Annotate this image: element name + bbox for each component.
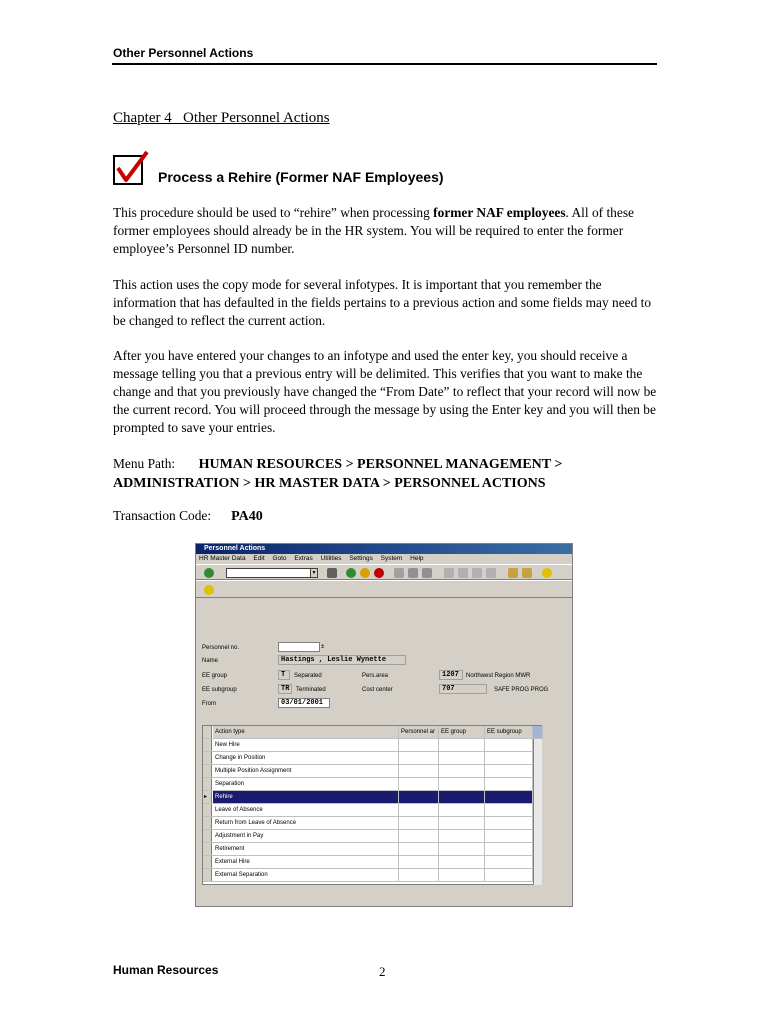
row-selector[interactable] xyxy=(203,830,212,842)
table-row[interactable] xyxy=(203,817,543,830)
personnel-area-cell[interactable] xyxy=(399,830,439,842)
table-row[interactable] xyxy=(203,804,543,817)
next-page-icon[interactable] xyxy=(472,568,482,578)
find-next-icon[interactable] xyxy=(422,568,432,578)
command-field[interactable] xyxy=(226,568,316,578)
from-date-input[interactable]: 03/01/2001 xyxy=(278,698,330,708)
sap-screenshot xyxy=(195,543,573,907)
personnel-area-cell[interactable] xyxy=(399,843,439,855)
ee-subgroup-cell[interactable] xyxy=(485,804,533,816)
menu-item[interactable]: Help xyxy=(410,555,424,562)
personnel-no-input[interactable] xyxy=(278,642,320,652)
ee-subgroup-cell[interactable] xyxy=(485,856,533,868)
personnel-area-cell[interactable] xyxy=(399,869,439,881)
ee-subgroup-label: EE subgroup xyxy=(202,687,237,693)
running-header: Other Personnel Actions xyxy=(113,46,254,60)
table-row[interactable] xyxy=(203,752,543,765)
table-row[interactable] xyxy=(203,778,543,791)
pers-area-code: 1207 xyxy=(439,670,463,680)
shortcut-icon[interactable] xyxy=(522,568,532,578)
execute-icon[interactable] xyxy=(204,585,214,595)
sap-standard-toolbar xyxy=(196,564,572,580)
menu-item[interactable]: Extras xyxy=(294,555,313,562)
ee-group-code: T xyxy=(278,670,290,680)
row-selector[interactable] xyxy=(203,856,212,868)
ee-subgroup-cell[interactable] xyxy=(485,752,533,764)
pers-area-label: Pers.area xyxy=(362,673,389,679)
ee-group-cell[interactable] xyxy=(439,752,485,764)
ee-group-cell[interactable] xyxy=(439,778,485,790)
first-page-icon[interactable] xyxy=(444,568,454,578)
personnel-area-cell[interactable] xyxy=(399,804,439,816)
personnel-area-cell[interactable] xyxy=(399,765,439,777)
action-type-cell[interactable]: External Separation xyxy=(213,869,399,881)
sap-window-title: Personnel Actions xyxy=(196,544,572,554)
menu-path: Menu Path: HUMAN RESOURCES > PERSONNEL MANAGEMENT > ADMINISTRATION > HR MASTER DATA > PERSONNEL ACTIONS xyxy=(113,456,563,491)
table-row[interactable] xyxy=(203,843,543,856)
intro-paragraph: This procedure should be used to “rehire” when processing former NAF employees. All of these former employees should already be in the HR system. You will be required to enter the former employee’s Personnel ID number. xyxy=(113,205,634,256)
exit-icon[interactable] xyxy=(360,568,370,578)
ee-subgroup-code: TR xyxy=(278,684,292,694)
ee-subgroup-cell[interactable] xyxy=(485,869,533,881)
column-header-action-type[interactable]: Action type xyxy=(213,726,399,738)
enter-icon[interactable] xyxy=(204,568,214,578)
table-row[interactable] xyxy=(203,739,543,752)
cancel-icon[interactable] xyxy=(374,568,384,578)
ee-subgroup-cell[interactable] xyxy=(485,791,533,803)
ee-subgroup-cell[interactable] xyxy=(485,843,533,855)
ee-group-cell[interactable] xyxy=(439,869,485,881)
action-type-cell[interactable]: Separation xyxy=(213,778,399,790)
previous-page-icon[interactable] xyxy=(458,568,468,578)
row-selector[interactable] xyxy=(203,765,212,777)
back-icon[interactable] xyxy=(346,568,356,578)
ee-group-cell[interactable] xyxy=(439,830,485,842)
table-row[interactable] xyxy=(203,830,543,843)
ee-subgroup-cell[interactable] xyxy=(485,765,533,777)
cost-center-code: 707 xyxy=(439,684,487,694)
chapter-title: Chapter 4 Other Personnel Actions xyxy=(113,110,330,126)
transaction-code: Transaction Code: PA40 xyxy=(113,508,263,524)
header-rule xyxy=(112,63,657,65)
checkmark-icon xyxy=(113,150,149,186)
ee-subgroup-cell[interactable] xyxy=(485,817,533,829)
new-session-icon[interactable] xyxy=(508,568,518,578)
ee-group-cell[interactable] xyxy=(439,843,485,855)
ee-group-cell[interactable] xyxy=(439,765,485,777)
personnel-area-cell[interactable] xyxy=(399,739,439,751)
personnel-area-cell[interactable] xyxy=(399,817,439,829)
row-selector[interactable] xyxy=(203,817,212,829)
action-type-cell[interactable]: External Hire xyxy=(213,856,399,868)
page-number: 2 xyxy=(379,964,386,979)
row-selector[interactable] xyxy=(203,778,212,790)
action-type-cell[interactable]: Change in Position xyxy=(213,752,399,764)
menu-item[interactable]: Goto xyxy=(272,555,287,562)
column-settings-icon[interactable] xyxy=(533,726,543,738)
vertical-scrollbar[interactable] xyxy=(533,739,542,885)
ee-group-cell[interactable] xyxy=(439,817,485,829)
table-header xyxy=(203,726,543,739)
personnel-area-cell[interactable] xyxy=(399,791,439,803)
action-type-cell[interactable]: Return from Leave of Absence xyxy=(213,817,399,829)
ee-group-cell[interactable] xyxy=(439,856,485,868)
menu-path-value: HUMAN RESOURCES > PERSONNEL MANAGEMENT > ADMINISTRATION > HR MASTER DATA > PERSONNEL ACTIONS xyxy=(113,457,563,491)
ee-group-text: Separated xyxy=(294,673,322,679)
cost-center-text: SAFE PROG PROG xyxy=(494,687,549,693)
last-page-icon[interactable] xyxy=(486,568,496,578)
ee-group-cell[interactable] xyxy=(439,739,485,751)
emphasis: former NAF employees xyxy=(433,205,566,220)
ee-group-cell[interactable] xyxy=(439,791,485,803)
help-icon[interactable] xyxy=(542,568,552,578)
pers-area-text: Northwest Region MWR xyxy=(466,673,531,679)
delimit-paragraph: After you have entered your changes to an infotype and used the enter key, you should receive a message telling you that a previous entry will be delimited. This verifies that you want to make the change and that you previously have changed the “From Date” to reflect that your record will now be the current record. You will proceed through the message by using the Enter key and you will then be prompted to save your entries. xyxy=(113,348,657,435)
personnel-no-label: Personnel no. xyxy=(202,645,240,651)
cost-center-label: Cost center xyxy=(362,687,393,693)
transaction-code-value: PA40 xyxy=(231,509,263,524)
chevron-down-icon[interactable]: ▾ xyxy=(310,568,318,578)
personnel-area-cell[interactable] xyxy=(399,856,439,868)
footer-label: Human Resources xyxy=(113,963,219,977)
action-type-cell[interactable]: Adjustment in Pay xyxy=(213,830,399,842)
table-row[interactable] xyxy=(203,765,543,778)
personnel-area-cell[interactable] xyxy=(399,778,439,790)
table-row[interactable] xyxy=(203,791,543,804)
ee-group-cell[interactable] xyxy=(439,804,485,816)
menu-item[interactable]: HR Master Data xyxy=(199,555,246,562)
ee-subgroup-cell[interactable] xyxy=(485,739,533,751)
ee-subgroup-cell[interactable] xyxy=(485,830,533,842)
column-header-personnel-area[interactable]: Personnel ar xyxy=(399,726,439,738)
personnel-area-cell[interactable] xyxy=(399,752,439,764)
ee-subgroup-cell[interactable] xyxy=(485,778,533,790)
action-type-cell[interactable]: Rehire xyxy=(213,791,399,803)
copy-mode-paragraph: This action uses the copy mode for several infotypes. It is important that you remember the information that has defaulted in the fields pertains to a previous action and some fields may need to be changed to reflect the current action. xyxy=(113,277,652,328)
table-row[interactable] xyxy=(203,869,543,882)
find-icon[interactable] xyxy=(408,568,418,578)
name-label: Name xyxy=(202,658,219,664)
action-type-table xyxy=(202,725,542,885)
column-header-ee-subgroup[interactable]: EE subgroup xyxy=(485,726,533,738)
ee-group-label: EE group xyxy=(202,673,228,679)
from-label: From xyxy=(202,701,216,707)
row-selector[interactable] xyxy=(203,804,212,816)
menu-item[interactable]: System xyxy=(380,555,403,562)
column-header-ee-group[interactable]: EE group xyxy=(439,726,485,738)
action-type-cell[interactable]: Leave of Absence xyxy=(213,804,399,816)
row-selector[interactable]: ▸ xyxy=(203,791,212,803)
sap-menu-bar xyxy=(196,554,572,564)
name-value: Hastings , Leslie Wynette xyxy=(278,655,406,665)
action-type-cell[interactable]: Multiple Position Assignment xyxy=(213,765,399,777)
menu-item[interactable]: Settings xyxy=(349,555,373,562)
action-type-cell[interactable]: Retirement xyxy=(213,843,399,855)
menu-item[interactable]: Utilities xyxy=(320,555,342,562)
row-selector[interactable] xyxy=(203,739,212,751)
save-icon[interactable] xyxy=(327,568,337,578)
sap-application-toolbar xyxy=(196,580,572,598)
row-selector[interactable] xyxy=(203,752,212,764)
procedure-title: Process a Rehire (Former NAF Employees) xyxy=(158,169,444,185)
table-row[interactable] xyxy=(203,856,543,869)
matchcode-icon[interactable]: ± xyxy=(321,644,325,650)
row-selector[interactable] xyxy=(203,843,212,855)
ee-subgroup-text: Terminated xyxy=(296,687,326,693)
menu-item[interactable]: Edit xyxy=(253,555,265,562)
select-all-cell[interactable] xyxy=(203,726,212,738)
action-type-cell[interactable]: New Hire xyxy=(213,739,399,751)
print-icon[interactable] xyxy=(394,568,404,578)
row-selector[interactable] xyxy=(203,869,212,881)
